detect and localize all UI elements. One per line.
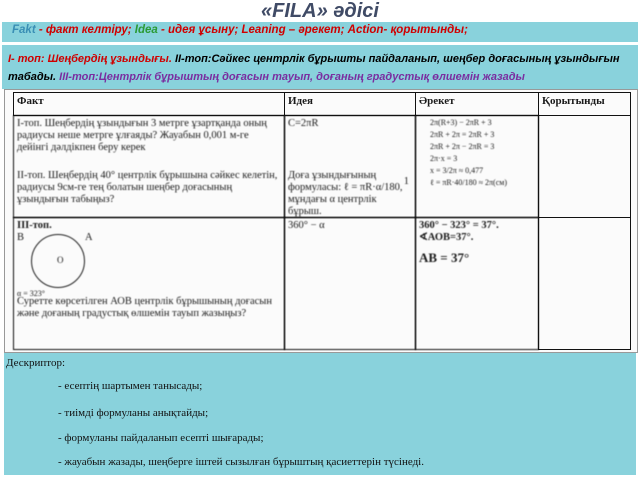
row3-fact-title: ІІІ-топ. (17, 220, 52, 231)
row1-fact (13, 115, 285, 218)
row1-conclusion (538, 115, 631, 218)
row3-idea: 360° − α (284, 217, 416, 350)
row3-fact-text: Суретте көрсетілген АОВ центрлік бұрышының доғасын және доғаның градустық өлшемін тауып жазыңыз? (17, 296, 272, 319)
row1-fact-text: І-топ. Шеңбердің ұзындығын 3 метрге ұзартқанда оның радиусы неше метрге ұлғаяды? Жауабын 0,001 м-ге дейінгі дәлдікпен беру керек (17, 118, 267, 153)
row2-fact-text: ІІ-топ. Шеңбердің 40° центрлік бұрышына сәйкес келетін, радиусы 9см-ге тең болатын шеңбер доғасының ұзындығын табыңыз? (17, 170, 278, 205)
task-group3: ІІІ-топ:Центрлік бұрыштың доғасын тауып, доғаның градустық өлшемін жазады (56, 71, 525, 83)
header-action: Әрекет (415, 92, 539, 116)
row1-action-line-3: 2πR + 2π − 2πR = 3 (430, 142, 495, 151)
legend-fakt-desc: - факт келтіру; (35, 24, 135, 36)
fila-table-image (4, 89, 638, 353)
row3-action-line-2: ∢АОВ=37°. (419, 232, 474, 243)
legend-fakt: Fakt (12, 24, 36, 36)
row1-action-line-1: 2π(R+3) − 2πR + 3 (430, 118, 492, 127)
legend (12, 24, 468, 36)
descriptor-item-2: - тиімді формуланы анықтайды; (58, 407, 209, 419)
row1-action-line-5: x = 3/2π ≈ 0,477 (430, 166, 484, 175)
row1-idea-text: С=2πR (288, 118, 319, 129)
figure-label-b: В (17, 232, 25, 243)
task-group1: І- топ: Шеңбердің ұзындығы. (8, 53, 172, 65)
task-description (8, 50, 634, 86)
row3-conclusion (538, 217, 631, 350)
header-fact: Факт (13, 92, 285, 116)
legend-idea: Idea (134, 24, 158, 36)
row3-fact (13, 217, 285, 350)
row2-idea-number: 1 (403, 176, 409, 187)
header-idea: Идея (284, 92, 416, 116)
descriptor-heading: Дескриптор: (6, 357, 66, 369)
row1-action-line-2: 2πR + 2π = 2πR + 3 (430, 130, 495, 139)
row1-action (415, 115, 539, 218)
descriptor-item-3: - формуланы пайдаланып есепті шығарады; (58, 432, 264, 444)
descriptor-item-1: - есептің шартымен танысады; (58, 380, 203, 392)
row2-idea-text: Доға ұзындығының формуласы: ℓ = πR·α/180, мұндағы α центрлік бұрыш. (288, 170, 403, 217)
row3-action-line-1: 360° − 323° = 37°. (419, 220, 499, 231)
figure-label-a: А (85, 232, 93, 243)
row1-action-line-6: ℓ = πR·40/180 ≈ 2π(см) (430, 178, 507, 187)
page-title: «FILA» әдісі (261, 0, 379, 22)
fila-table (13, 92, 631, 350)
task-group2: ІІ-топ:Сәйкес центрлік бұрышты пайдаланып, шеңбер доғасының ұзындығын табады. (8, 53, 620, 83)
row3-action (415, 217, 539, 350)
figure-angle: α = 323° (17, 289, 45, 298)
row1-idea (284, 115, 416, 218)
header-conclusion: Қорытынды (538, 92, 631, 116)
descriptor-panel (4, 353, 636, 475)
row1-action-line-4: 2π·x = 3 (430, 154, 458, 163)
descriptor-item-4: - жауабын жазады, шеңберге іштей сызылған бұрыштың қасиеттерін түсінеді. (58, 456, 424, 468)
row3-action-line-3: AB = 37° (419, 250, 470, 265)
legend-leaning: Leaning – әрекет; Action- қорытынды; (241, 24, 468, 36)
figure-label-o: О (57, 255, 64, 265)
legend-idea-desc: - идея ұсыну; (157, 24, 242, 36)
row3-figure (17, 232, 281, 296)
